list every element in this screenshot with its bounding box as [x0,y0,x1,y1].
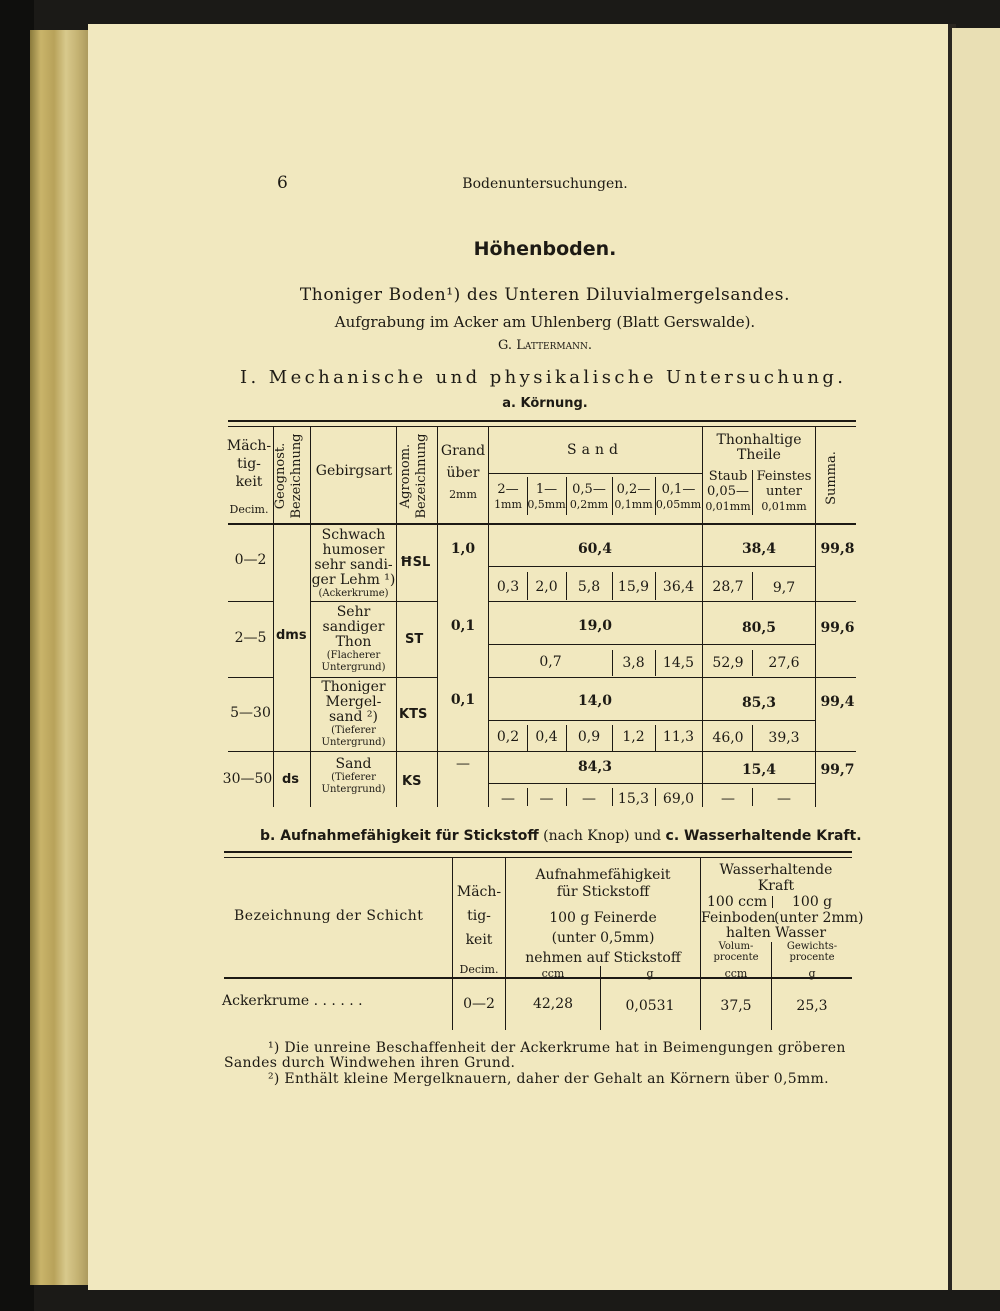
header-maechtigkeit-3: keit [235,474,263,490]
facing-page-edge [952,28,1000,1290]
header-sand-2-1: 2— 1mm [494,482,522,511]
section-b-heading: b. Aufnahmefähigkeit für Stickstoff (nach Knop) und c. Wasserhaltende Kraft. [260,828,862,844]
header-sand-01-005: 0,1— 0,05mm [655,482,702,511]
footnote-2: ²) Enthält kleine Mergelknauern, daher der Gehalt an Körnern über 0,5mm. [268,1071,829,1087]
header-volumprocente: Volum- procente [713,941,759,963]
section-title: Höhenboden. [473,238,617,260]
header-summa: Summa. [824,451,839,505]
agronom-label: ST [405,632,424,647]
footnote-1-cont: Sandes durch Windwehen ihren Grund. [224,1055,516,1071]
geognost-dms: dms [276,628,307,643]
unit-g: g [646,967,654,980]
footnote-1: ¹) Die unreine Beschaffenheit der Ackerkrume hat in Beimengungen gröberen [268,1040,846,1056]
part-heading: I. Mechanische und physikalische Untersuchung. [240,367,847,388]
agronom-label: ĦSL [400,555,431,570]
header-geognost: Geognost. Bezeichnung [273,433,304,519]
header-grand: Grand über 2mm [440,443,486,501]
running-head: Bodenuntersuchungen. [462,176,628,192]
header-wasser: Wasserhaltende Kraft [719,862,833,894]
book-binding [0,0,34,1311]
header-sand-02-01: 0,2— 0,1mm [614,482,653,511]
header-aufnahme: Aufnahmefähigkeit für Stickstoff [535,867,671,900]
header-gewichtsprocente: Gewichts- procente [786,941,838,963]
header-gebirgsart: Gebirgsart [315,463,393,479]
page-edges [30,30,90,1285]
header-bezeichnung: Bezeichnung der Schicht [234,908,424,924]
header-thon: Thonhaltige Theile [716,432,802,463]
header-maechtigkeit-2: tig- [237,456,261,472]
header-sand-1-05: 1— 0,5mm [527,482,566,511]
header-sand-05-02: 0,5— 0,2mm [569,482,609,511]
header-maechtigkeit-1: Mäch- [226,438,272,454]
unit-ccm: ccm [541,967,565,980]
header-maechtigkeit-b: Mäch- tig- keit [456,884,502,948]
agronom-label: KTS [399,707,428,722]
page-number: 6 [277,173,288,193]
subtitle: Thoniger Boden¹) des Unteren Diluvialmergelsandes. [299,285,791,305]
location: Aufgrabung im Acker am Uhlenberg (Blatt Gerswalde). [334,313,756,331]
header-agronom: Agronom. Bezeichnung [398,433,429,519]
agronom-label: KS [402,774,422,789]
geognost-ds: ds [282,772,300,787]
header-decim: Decim. [229,503,269,516]
header-feinstes: Feinstes unter 0,01mm [756,469,812,513]
analyst: G. Lattermann. [498,338,592,353]
header-staub: Staub 0,05— 0,01mm [705,469,751,513]
header-decim-b: Decim. [459,963,499,976]
sub-heading: a. Körnung. [502,396,588,411]
header-sand: Sand [567,442,623,458]
